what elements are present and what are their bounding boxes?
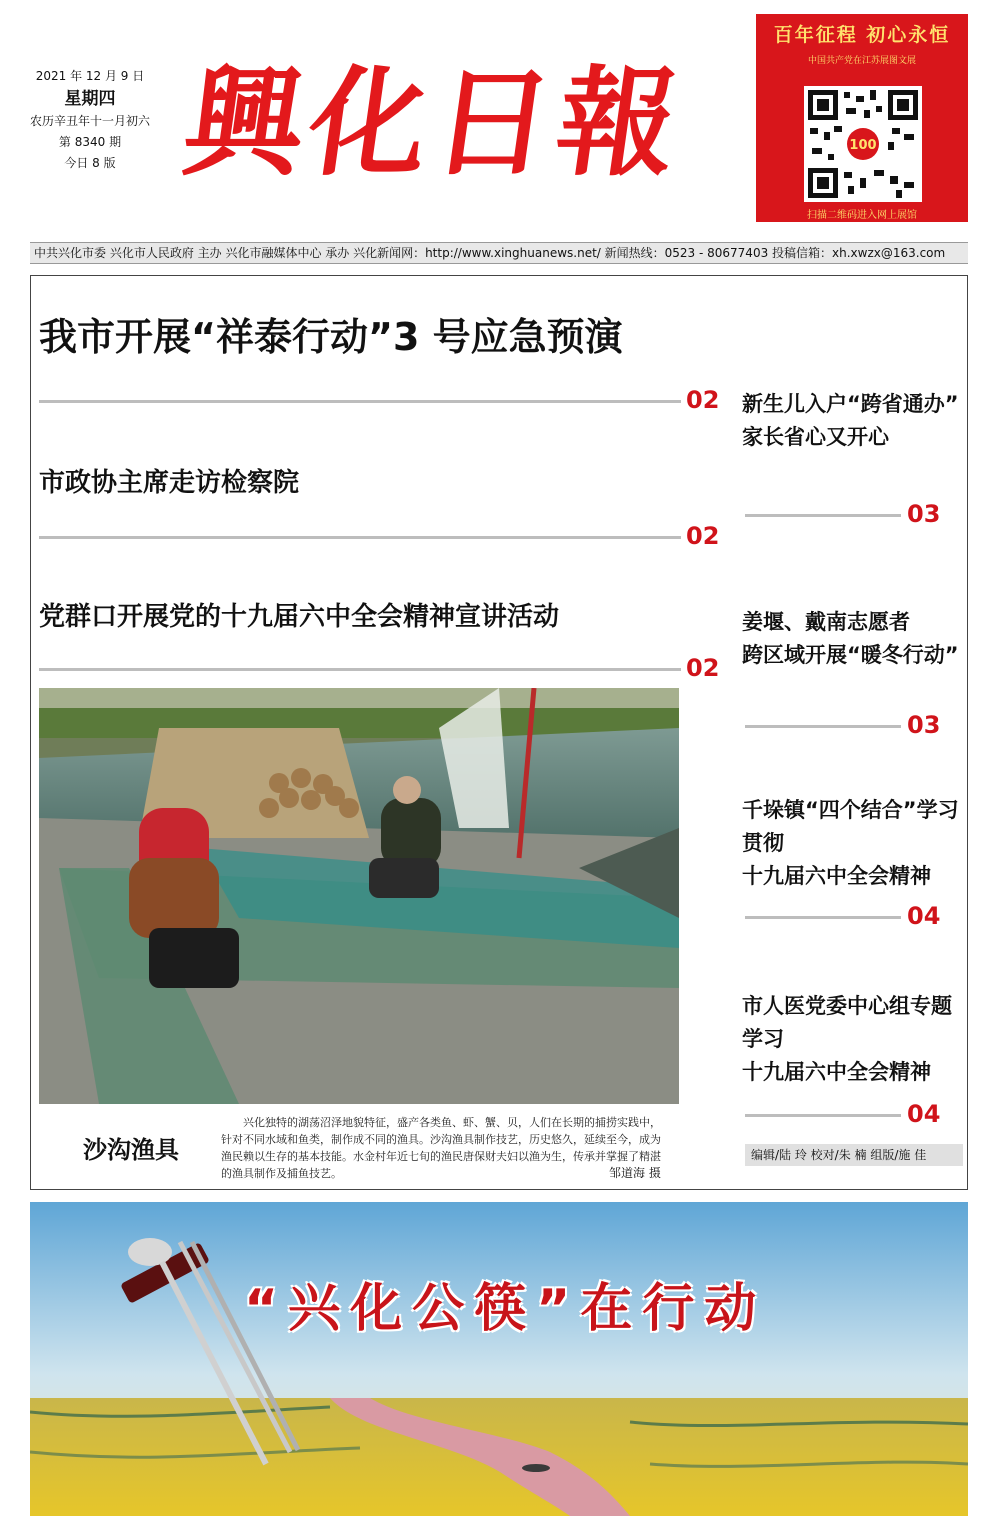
- headline-3[interactable]: 党群口开展党的十九届六中全会精神宣讲活动: [39, 602, 560, 632]
- promo-org: 中国共产党在江苏展图文展: [807, 56, 916, 66]
- issue-number: 第 8340 期: [58, 135, 122, 149]
- headline-2[interactable]: 市政协主席走访检察院: [39, 468, 300, 498]
- lunar-date: 农历辛丑年十一月初六: [30, 114, 151, 128]
- photo-title: 沙沟渔具: [83, 1135, 179, 1164]
- divider: [39, 400, 681, 403]
- front-page-box: [30, 275, 968, 1190]
- side-news-1[interactable]: 新生儿入户“跨省通办” 家长省心又开心: [742, 392, 959, 449]
- side-news-2[interactable]: 姜堰、戴南志愿者 跨区域开展“暖冬行动”: [742, 610, 959, 667]
- photo-credit: 邹道海 摄: [609, 1166, 661, 1180]
- page-ref-3[interactable]: 02: [686, 654, 720, 682]
- public-service-ad[interactable]: [30, 1202, 968, 1516]
- page-ref-2[interactable]: 02: [686, 522, 720, 550]
- ad-title: “兴化公筷”在行动: [244, 1279, 767, 1339]
- side-page-ref-3[interactable]: 04: [907, 902, 941, 930]
- side-news-3[interactable]: 千垛镇“四个结合”学习贯彻 十九届六中全会精神: [742, 798, 959, 888]
- divider: [745, 725, 901, 728]
- side-news-4[interactable]: 市人医党委中心组专题学习 十九届六中全会精神: [742, 994, 952, 1084]
- photo-caption: 兴化独特的湖荡沼泽地貌特征，盛产各类鱼、虾、蟹、贝，人们在长期的捕捞实践中，针对不同水域和鱼类，制作成不同的渔具。沙沟渔具制作技艺，历史悠久，延续至今，成为渔民赖以生存的基本技能。水金村年近七旬的渔民唐保财夫妇以渔为生，传承并掌握了精湛的渔具制作及捕鱼技艺。: [221, 1116, 661, 1180]
- page-count: 今日 8 版: [64, 156, 116, 170]
- news-photo[interactable]: [39, 688, 679, 1104]
- editor-credits: 编辑/陆 玲 校对/朱 楠 组版/施 佳: [745, 1144, 963, 1166]
- page-ref-1[interactable]: 02: [686, 386, 720, 414]
- headline-1[interactable]: 我市开展“祥泰行动”3 号应急预演: [39, 315, 623, 359]
- divider: [745, 916, 901, 919]
- divider: [745, 1114, 901, 1117]
- divider: [39, 536, 681, 539]
- svg-text:100: 100: [849, 138, 877, 153]
- date-block: [30, 66, 150, 174]
- issue-date: 2021 年 12 月 9 日: [35, 69, 145, 83]
- weekday: 星期四: [64, 89, 116, 109]
- divider: [745, 514, 901, 517]
- promo-slogan: 百年征程 初心永恒: [773, 24, 951, 46]
- promo-box[interactable]: [756, 14, 968, 222]
- promo-scan-text: 扫描二维码进入网上展馆: [807, 210, 917, 221]
- divider: [39, 668, 681, 671]
- side-page-ref-2[interactable]: 03: [907, 711, 941, 739]
- info-bar: 中共兴化市委 兴化市人民政府 主办 兴化市融媒体中心 承办 兴化新闻网：http://www.xinghuanews.net/ 新闻热线：0523 - 80677403 投稿信箱：xh.xwzx@163.com: [30, 242, 968, 264]
- qr-code[interactable]: [804, 86, 922, 202]
- side-page-ref-1[interactable]: 03: [907, 500, 941, 528]
- side-page-ref-4[interactable]: 04: [907, 1100, 941, 1128]
- newspaper-logo: 興化日報: [176, 53, 692, 192]
